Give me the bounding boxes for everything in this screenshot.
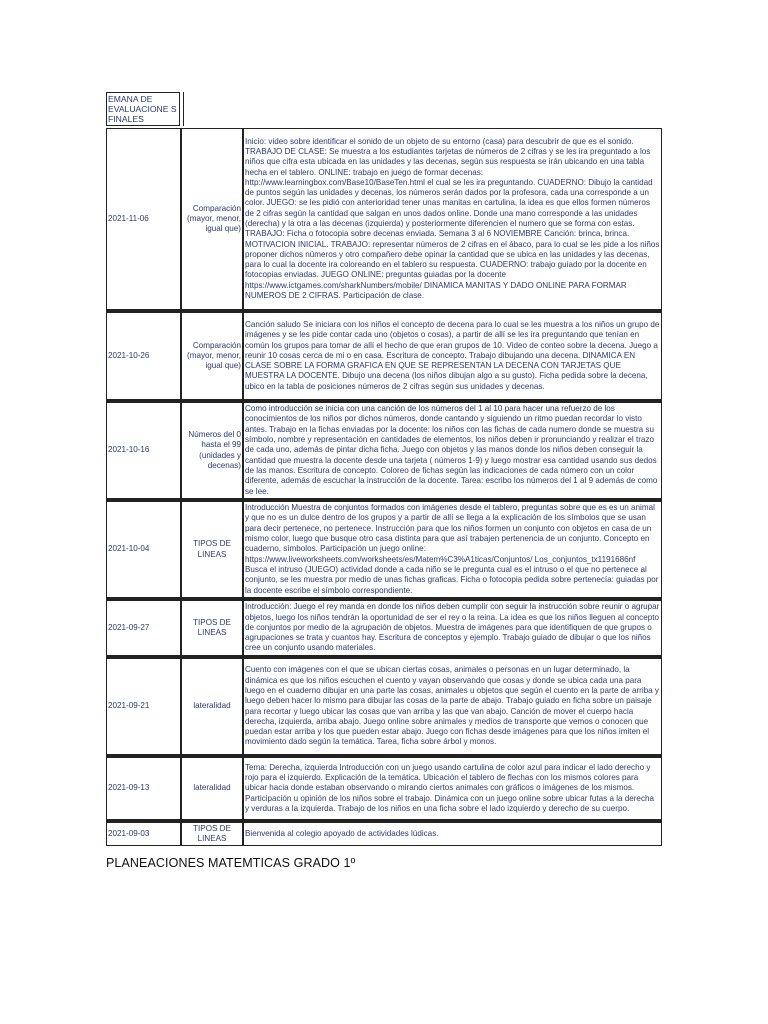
planning-table [106, 128, 662, 846]
description-cell: Introducción Muestra de conjuntos formados con imágenes desde el tablero, preguntas sobre que es es un animal y que no es un dulce dentro de los grupos y a partir de allí se llega a la explicación de los símbolos que se usan para decir pertenece, no pertenece. Instrucción para que los niños formen un conjunto con objetos en casa de un mismo color, luego que busque otro casa distinta para que así trabajen pertenencia de un conjunto. Concepto en cuaderno, símbolos. Participación un juego online: https://www.liveworksheets.com/worksheets/es/Matem%C3%A1ticas/Conjuntos/ Los_conjuntos_tx1191686nf Busca el intruso (JUEGO) actividad donde a cada niño se le pregunta cual es el intruso o el que no pertenece al conjunto, se les muestra por medio de unas fichas graficas. Ficha o fotocopia pedida sobre pertenecía: guiadas por la docente escribe el símbolo correspondiente. [243, 501, 662, 598]
date-cell: 2021-10-04 [106, 501, 181, 598]
table-row [106, 312, 662, 400]
description-cell: Cuento con imágenes con el que se ubican ciertas cosas, animales o personas en un lugar determinado, la dinámica es que los niños escuchen el cuento y vayan observando que cosas y donde se ubica cada una para luego en el cuaderno dibujar en una parte las cosas, animales u objetos que según el cuento en la parte de arriba y luego deben hacer lo mismo para dibujar las cosas de la parte de abajo. Trabajo guiado en ficha sobre un paisaje para recortar y luego ubicar las cosas que van arriba y las que van abajo. Canción de mover el cuerpo hacia derecha, izquierda, arriba abajo. Juego online sobre animales y medios de transporte que vemos o conocen que puedan estar arriba y los que pueden estar abajo. Juego con fichas desde imágenes para que los niños imiten el movimiento dado según la temática. Tarea, ficha sobre árbol y monos. [243, 658, 662, 755]
table-row [106, 658, 662, 755]
description-cell: Canción saludo Se iniciara con los niños el concepto de decena para lo cual se les muestra a los niños un grupo de imágenes y se les pide contar cada uno (objetos o cosas), a partir de allí se les ira preguntando que tenían en común los grupos para tomar de allí el hecho de que eran grupos de 10. Video de conteo sobre la decena. Juego a reunir 10 cosas cerca de mi o en casa. Escritura de concepto. Trabajo dibujando una decena. DINAMICA EN CLASE SOBRE LA FORMA GRAFICA EN QUE SE REPRESENTAN LA DECENA CON TARJETAS QUE MUESTRA LA DOCENTE. Dibujo una decena (los niños dibujan algo a su gusto). Ficha pedida sobre la decena, ubico en la tabla de posiciones números de 2 cifras según sus unidades y decenas. [243, 312, 662, 400]
table-row [106, 128, 662, 310]
date-cell: 2021-11-06 [106, 128, 181, 310]
table-row [106, 600, 662, 656]
description-cell: Inicio: video sobre identificar el sonido de un objeto de su entorno (casa) para descubrir de que es el sonido. TRABAJO DE CLASE: Se muestra a los estudiantes tarjetas de números de 2 cifras y se les ira preguntado a los niños que cifra esta ubicada en las unidades y las decenas, según sus respuesta se irán ubicando en una tabla hecha en el tablero. ONLINE: trabajo en juego de formar decenas: http://www.learningbox.com/Base10/BaseTen.html el cual se les ira preguntando. CUADERNO: Dibujo la cantidad de puntos según las unidades y decenas, los números serán dados por la profesora, cada una corresponde a un color. JUEGO: se les pidió con anterioridad tener unas manitas en cartulina, la idea es que ellos formen números de 2 cifras según la cantidad que salgan en unos dados online. Donde una mano corresponde a las unidades (derecha) y la otra a las decenas (izquierda) y posteriormente diferencien el numero que se forma con estas. TRABAJO: Ficha o fotocopia sobre decenas enviada. Semana 3 al 6 NOVIEMBRE Canción: brinca, brinca. MOTIVACION INICIAL. TRABAJO: representar números de 2 cifras en el ábaco, para lo cual se les pide a los niños proponer dichos números y otro compañero debe opinar la cantidad que se ubica en las unidades y las decenas, para lo cual la docente ira coloreando en el tablero su respuesta. CUADERNO: trabajo guiado por la docente en fotocopias enviadas. JUEGO ONLINE: preguntas guiadas por la docente https://www.ictgames.com/sharkNumbers/mobile/ DINAMICA MANITAS Y DADO ONLINE PARA FORMAR NUMEROS DE 2 CIFRAS. Participación de clase. [243, 128, 662, 310]
table-row [106, 757, 662, 820]
planning-document [106, 92, 662, 846]
description-cell: Tema: Derecha, izquierda Introducción con un juego usando cartulina de color azul para indicar el lado derecho y rojo para el izquierdo. Explicación de la temática. Ubicación el tablero de flechas con los mismos colores para ubicar hacia donde estaban observando o mirando ciertos animales con gráficos o imágenes de los mismos. Participación u opinión de los niños sobre el trabajo. Dinámica con un juego online sobre ubicar futas a la derecha y verduras a la izquierda. Trabajo de los niños en una ficha sobre el lado izquierdo y derecho de su cuerpo. [243, 757, 662, 820]
week-header-cell: EMANA DE EVALUACIONE S FINALES [106, 92, 180, 126]
date-cell: 2021-09-13 [106, 757, 181, 820]
topic-cell: Comparación (mayor, menor, igual que) [181, 312, 243, 400]
topic-cell: TIPOS DE LINEAS [181, 822, 243, 846]
date-cell: 2021-09-27 [106, 600, 181, 656]
topic-header-cell [183, 92, 188, 126]
topic-cell: TIPOS DE LINEAS [181, 600, 243, 656]
date-cell: 2021-10-26 [106, 312, 181, 400]
table-header [106, 92, 662, 128]
table-row [106, 402, 662, 499]
description-cell: Introducción: Juego el rey manda en donde los niños deben cumplir con seguir la instrucción sobre reunir o agrupar objetos, luego los niños tendrán la oportunidad de ser el rey o la reina. La idea es que los niños lleguen al concepto de conjuntos por medio de la agrupación de objetos. Muestra de imágenes para que identifiquen de que grupos o agrupaciones se trata y cuantos hay. Escritura de conceptos y ejemplo. Trabajo guiado de dibujar o que los niños cree un conjunto usando materiales. [243, 600, 662, 656]
document-title: PLANEACIONES MATEMTICAS GRADO 1º [106, 856, 356, 870]
topic-cell: TIPOS DE LINEAS [181, 501, 243, 598]
table-row [106, 501, 662, 598]
date-cell: 2021-09-21 [106, 658, 181, 755]
date-cell: 2021-09-03 [106, 822, 181, 846]
topic-cell: Números del 0 hasta el 99 (unidades y decenas) [181, 402, 243, 499]
description-cell: Bienvenida al colegio apoyado de actividades lúdicas. [243, 822, 662, 846]
table-row [106, 822, 662, 846]
date-cell: 2021-10-16 [106, 402, 181, 499]
description-cell: Como introducción se inicia con una canción de los números del 1 al 10 para hacer una refuerzo de los conocimientos de los niños por dichos números, donde cantando y siguiendo un ritmo puedan recordar lo visto antes. Trabajo en la fichas enviadas por la docente: los niños con las fichas de cada numero donde se muestra su símbolo, nombre y representación en cantidades de elementos, los niños deben ir pronunciando y realizar el trazo de cada uno, además de pintar dicha ficha. Juego con objetos y las manos donde los niños deben conseguir la cantidad que muestra la docente desde una tarjeta ( números 1-9) y luego mostrar esa cantidad usando sus dedos de las manos. Escritura de concepto. Coloreo de fichas según las indicaciones de cada número con un color diferente, además de escuchar la instrucción de la docente. Tarea: escribo los números del 1 al 9 además de como se lee. [243, 402, 662, 499]
topic-cell: lateralidad [181, 757, 243, 820]
topic-cell: lateralidad [181, 658, 243, 755]
topic-cell: Comparación (mayor, menor, igual que) [181, 128, 243, 310]
